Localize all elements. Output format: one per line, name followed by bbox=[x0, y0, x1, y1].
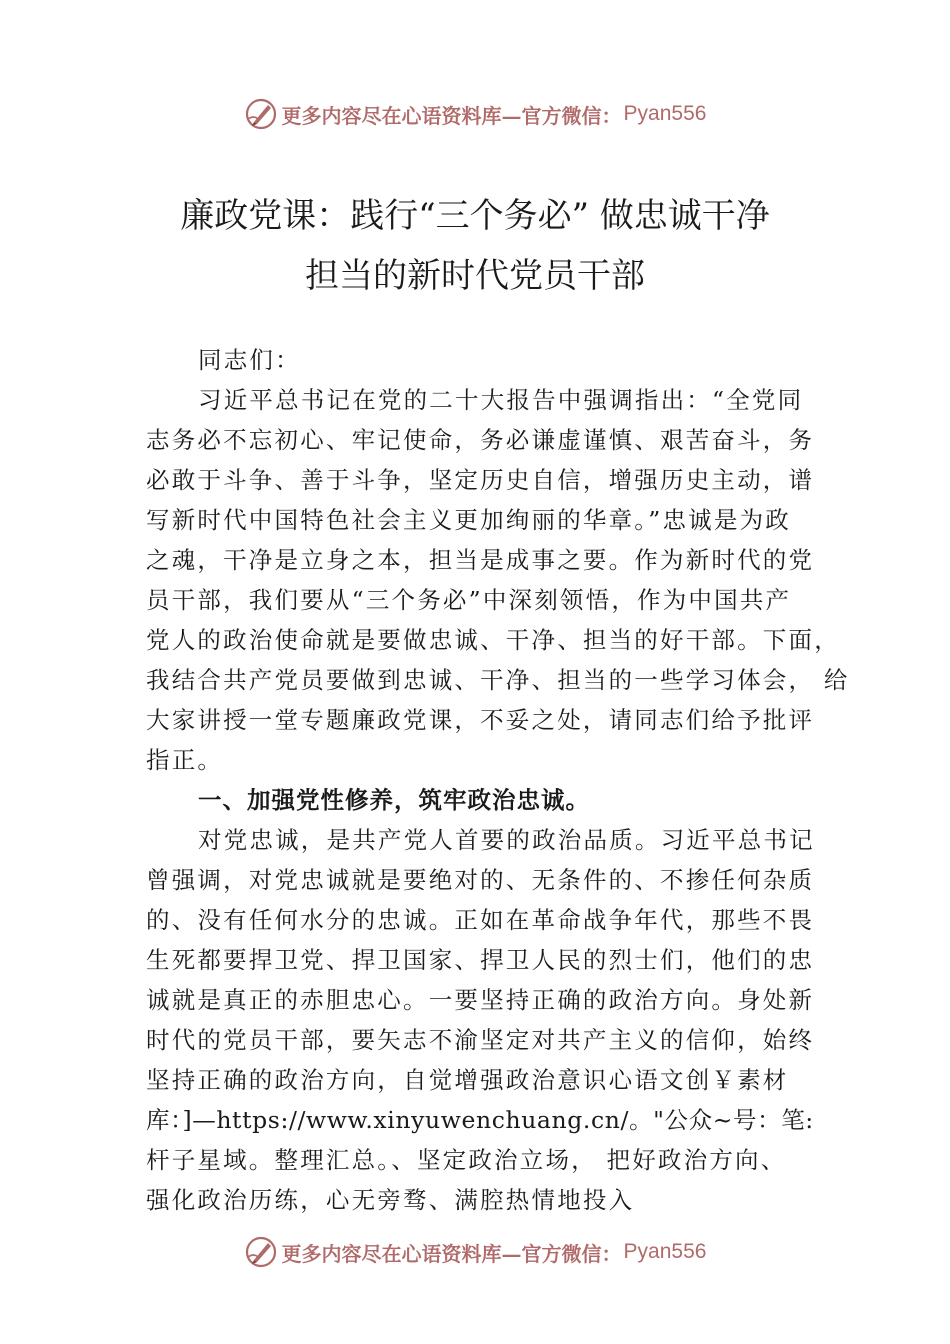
banner-wechat-id: Pyan556 bbox=[623, 1240, 707, 1263]
paragraph-line: 坚持正确的政治方向，自觉增强政治意识心语文创￥素材 bbox=[146, 1066, 789, 1094]
document-title-line-1: 廉政党课：践行“三个务必” 做忠诚干净 bbox=[180, 196, 770, 236]
banner-wechat-id: Pyan556 bbox=[623, 102, 707, 125]
paragraph-line: 杆子星域。整理汇总。、坚定政治立场， 把好政治方向、 bbox=[146, 1146, 787, 1174]
paragraph-line: 员干部，我们要从“三个务必”中深刻领悟，作为中国共产 bbox=[146, 586, 792, 614]
paragraph-line: 写新时代中国特色社会主义更加绚丽的华章。”忠诚是为政 bbox=[146, 506, 791, 534]
paragraph-line: 诚就是真正的赤胆忠心。一要坚持正确的政治方向。身处新 bbox=[146, 986, 815, 1014]
document-title-line-2: 担当的新时代党员干部 bbox=[305, 256, 645, 296]
paragraph-line: 志务必不忘初心、牢记使命，务必谦虚谨慎、艰苦奋斗，务 bbox=[146, 426, 815, 454]
paragraph-line: 我结合共产党员要做到忠诚、干净、担当的一些学习体会， 给 bbox=[146, 666, 850, 694]
salutation: 同志们： bbox=[198, 346, 301, 374]
banner-text: 更多内容尽在心语资料库—官方微信： bbox=[281, 103, 622, 128]
quill-pen-logo-icon bbox=[244, 1235, 278, 1269]
paragraph-line: 大家讲授一堂专题廉政党课，不妥之处，请同志们给予批评 bbox=[146, 706, 815, 734]
header-watermark-banner bbox=[0, 94, 950, 134]
paragraph-line: 指正。 bbox=[146, 746, 224, 774]
paragraph-line: 的、没有任何水分的忠诚。正如在革命战争年代，那些不畏 bbox=[146, 906, 815, 934]
paragraph-line: 生死都要捍卫党、捍卫国家、捍卫人民的烈士们，他们的忠 bbox=[146, 946, 815, 974]
paragraph-line: 之魂，干净是立身之本，担当是成事之要。作为新时代的党 bbox=[146, 546, 815, 574]
paragraph-line: 强化政治历练，心无旁骛、满腔热情地投入 bbox=[146, 1186, 635, 1214]
paragraph-line: 必敢于斗争、善于斗争，坚定历史自信，增强历史主动，谱 bbox=[146, 466, 815, 494]
paragraph-line: 时代的党员干部，要矢志不渝坚定对共产主义的信仰，始终 bbox=[146, 1026, 815, 1054]
paragraph-line: 库：]—https://www.xinyuwenchuang.cn/。"公众~号：笔: bbox=[146, 1106, 814, 1134]
quill-pen-logo-icon bbox=[244, 97, 278, 131]
paragraph-line: 曾强调，对党忠诚就是要绝对的、无条件的、不掺任何杂质 bbox=[146, 866, 815, 894]
paragraph-line: 党人的政治使命就是要做忠诚、干净、担当的好干部。下面， bbox=[146, 626, 840, 654]
paragraph-line: 对党忠诚，是共产党人首要的政治品质。习近平总书记 bbox=[198, 826, 815, 854]
banner-text: 更多内容尽在心语资料库—官方微信： bbox=[281, 1241, 622, 1266]
paragraph-line: 习近平总书记在党的二十大报告中强调指出：“全党同 bbox=[198, 386, 804, 414]
section-heading: 一、加强党性修养，筑牢政治忠诚。 bbox=[198, 786, 590, 814]
footer-watermark-banner bbox=[0, 1232, 950, 1272]
